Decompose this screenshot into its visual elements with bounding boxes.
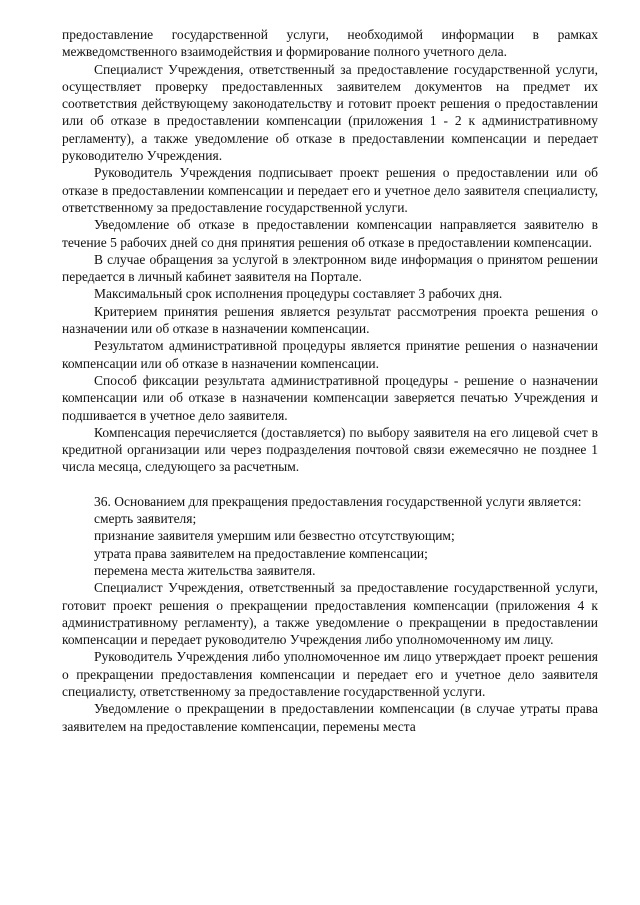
paragraph-termination-notice: Уведомление о прекращении в предоставлении компенсации (в случае утраты права заявителем на предоставление компенсации, перемены места bbox=[62, 701, 598, 734]
section-36-heading: 36. Основанием для прекращения предоставления государственной услуги является: bbox=[94, 493, 582, 509]
list-item: признание заявителя умершим или безвестно отсутствующим; bbox=[94, 528, 455, 544]
paragraph-compensation-transfer: Компенсация перечисляется (доставляется) по выбору заявителя на его лицевой счет в кредитной организации или через подразделения почтовой связи ежемесячно не позднее 1 числа месяца, следующего за расчетным. bbox=[62, 424, 598, 475]
paragraph-specialist-check: Специалист Учреждения, ответственный за предоставление государственной услуги, осуществляет проверку предоставленных заявителем документов на предмет их соответствия действующему законодательству и готовит проект решения о предоставлении или об отказе в предоставлении компенсации (приложения 1 - 2 к административному регламенту), а также уведомление об отказе в предоставлении компенсации и передает руководителю Учреждения. bbox=[62, 61, 598, 164]
list-item: перемена места жительства заявителя. bbox=[94, 562, 316, 578]
paragraph-procedure-result: Результатом административной процедуры является принятие решения о назначении компенсации или об отказе в назначении компенсации. bbox=[62, 338, 598, 371]
list-item: смерть заявителя; bbox=[94, 511, 197, 527]
paragraph-continuation: предоставление государственной услуги, необходимой информации в рамках межведомственного взаимодействия и формирование полного учетного дела. bbox=[62, 27, 598, 60]
paragraph-termination-approval: Руководитель Учреждения либо уполномоченное им лицо утверждает проект решения о прекращении предоставления компенсации и передает его и учетное дело заявителя специалисту, ответственному за предоставление государственной услуги. bbox=[62, 649, 598, 699]
paragraph-termination-draft: Специалист Учреждения, ответственный за предоставление государственной услуги, готовит проект решения о прекращении предоставления компенсации (приложения 4 к административному регламенту), а также уведомление о прекращении в предоставлении компенсации и передает руководителю Учреждения либо уполномоченному им лицу. bbox=[62, 580, 598, 648]
paragraph-director-signs: Руководитель Учреждения подписывает проект решения о предоставлении или об отказе в предоставлении компенсации и передает его и учетное дело заявителя специалисту, ответственному за предоставление государственной услуги. bbox=[62, 165, 598, 215]
paragraph-refusal-notice: Уведомление об отказе в предоставлении компенсации направляется заявителю в течение 5 рабочих дней со дня принятия решения об отказе в предоставлении компенсации. bbox=[62, 217, 598, 250]
paragraph-decision-criterion: Критерием принятия решения является результат рассмотрения проекта решения о назначении или об отказе в назначении компенсации. bbox=[62, 303, 598, 337]
paragraph-result-fixation: Способ фиксации результата административной процедуры - решение о назначении компенсации или об отказе в назначении компенсации заверяется печатью Учреждения и подшивается в учетное дело заявителя. bbox=[62, 372, 598, 423]
list-item: утрата права заявителем на предоставление компенсации; bbox=[94, 545, 428, 561]
paragraph-max-duration: Максимальный срок исполнения процедуры составляет 3 рабочих дня. bbox=[94, 286, 503, 302]
section-gap bbox=[62, 476, 598, 493]
paragraph-electronic-request: В случае обращения за услугой в электронном виде информация о принятом решении передается в личный кабинет заявителя на Портале. bbox=[62, 251, 598, 285]
